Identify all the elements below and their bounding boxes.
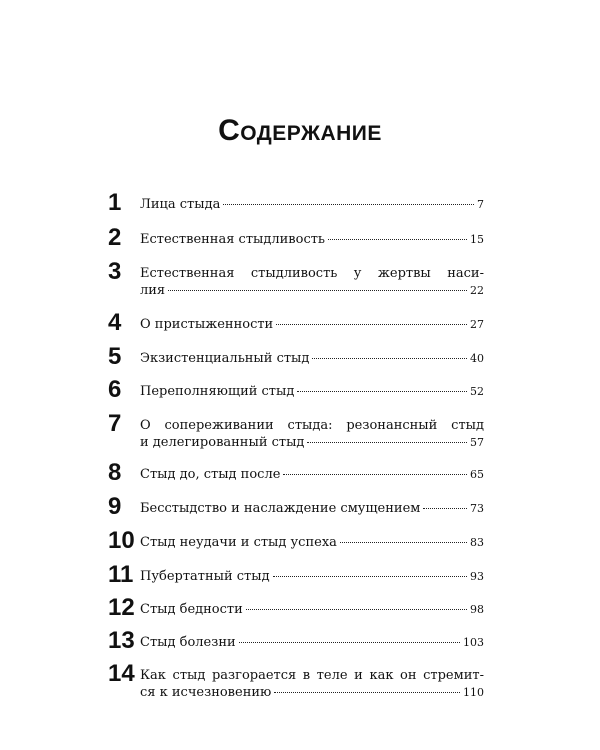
leader-dots bbox=[276, 324, 467, 325]
chapter-title: О пристыженности bbox=[140, 317, 274, 332]
leader-dots bbox=[283, 474, 467, 475]
chapter-number: 12 bbox=[108, 594, 135, 621]
chapter-title: О сопереживании стыда: резонансный стыд bbox=[140, 418, 484, 433]
leader-dots bbox=[273, 576, 467, 577]
leader-dots bbox=[328, 239, 467, 240]
chapter-title-continued: лия bbox=[140, 283, 166, 298]
chapter-number: 11 bbox=[108, 561, 134, 588]
chapter-title-continued: ся к исчезновению bbox=[140, 685, 272, 700]
leader-dots bbox=[168, 290, 467, 291]
chapter-title: Бесстыдство и наслаждение смущением bbox=[140, 501, 421, 516]
leader-dots bbox=[223, 204, 474, 205]
page-number: 65 bbox=[470, 468, 484, 481]
leader-dots bbox=[297, 391, 467, 392]
chapter-number: 10 bbox=[108, 527, 135, 554]
chapter-number: 6 bbox=[108, 376, 122, 403]
chapter-title: Стыд бедности bbox=[140, 602, 243, 617]
page-title: Содержание bbox=[218, 114, 382, 147]
page-number: 110 bbox=[463, 686, 484, 699]
page-number: 52 bbox=[470, 385, 484, 398]
chapter-number: 13 bbox=[108, 627, 135, 654]
leader-dots bbox=[312, 358, 467, 359]
chapter-title: Пубертатный стыд bbox=[140, 569, 270, 584]
page-number: 27 bbox=[470, 318, 484, 331]
page-number: 15 bbox=[470, 233, 484, 246]
chapter-title: Естественная стыдливость bbox=[140, 232, 325, 247]
chapter-title: Экзистенциальный стыд bbox=[140, 351, 310, 366]
leader-dots bbox=[423, 508, 467, 509]
leader-dots bbox=[239, 642, 460, 643]
chapter-number: 2 bbox=[108, 224, 122, 251]
chapter-title: Стыд болезни bbox=[140, 635, 236, 650]
leader-dots bbox=[246, 609, 467, 610]
chapter-title: Лица стыда bbox=[140, 197, 221, 212]
chapter-title: Стыд неудачи и стыд успеха bbox=[140, 535, 337, 550]
page-number: 83 bbox=[470, 536, 484, 549]
page-number: 103 bbox=[463, 636, 484, 649]
leader-dots bbox=[307, 442, 467, 443]
chapter-title-continued: и делегированный стыд bbox=[140, 435, 305, 450]
chapter-number: 4 bbox=[108, 309, 122, 336]
chapter-number: 8 bbox=[108, 459, 122, 486]
page-number: 57 bbox=[470, 436, 484, 449]
chapter-number: 5 bbox=[108, 343, 122, 370]
chapter-title: Переполняющий стыд bbox=[140, 384, 295, 399]
page-number: 93 bbox=[470, 570, 484, 583]
page-number: 22 bbox=[470, 284, 484, 297]
chapter-number: 9 bbox=[108, 493, 122, 520]
chapter-title: Естественная стыдливость у жертвы наси- bbox=[140, 266, 484, 281]
chapter-number: 3 bbox=[108, 258, 122, 285]
leader-dots bbox=[274, 692, 460, 693]
page-number: 98 bbox=[470, 603, 484, 616]
leader-dots bbox=[340, 542, 467, 543]
page-number: 40 bbox=[470, 352, 484, 365]
page-number: 73 bbox=[470, 502, 484, 515]
chapter-title: Как стыд разгорается в теле и как он стремит- bbox=[140, 668, 484, 683]
chapter-number: 14 bbox=[108, 660, 135, 687]
chapter-title: Стыд до, стыд после bbox=[140, 467, 281, 482]
page-number: 7 bbox=[477, 198, 484, 211]
chapter-number: 1 bbox=[108, 189, 122, 216]
chapter-number: 7 bbox=[108, 410, 122, 437]
